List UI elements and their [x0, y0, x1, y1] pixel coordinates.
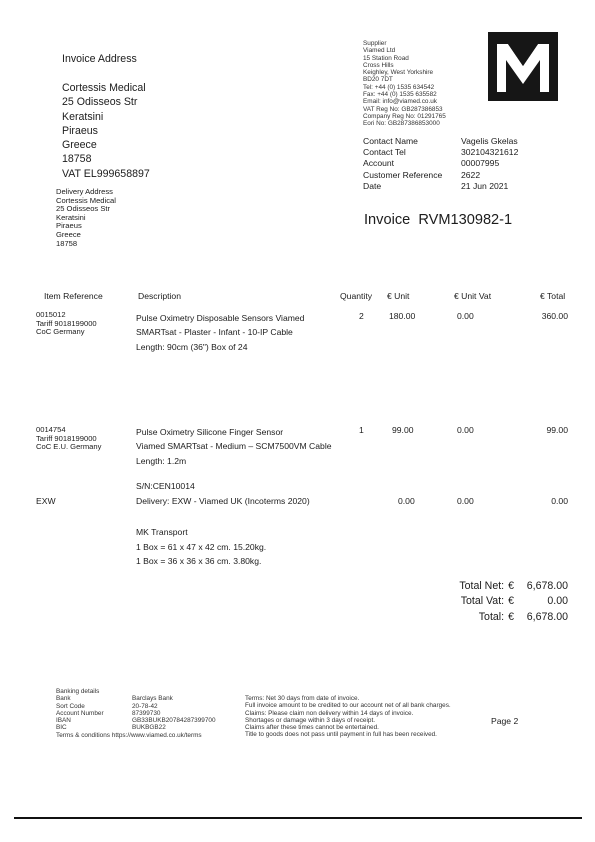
header-unit: € Unit — [387, 291, 410, 301]
supplier-line: BD20 7DT — [363, 76, 393, 84]
logo-m-icon — [488, 32, 558, 101]
header-description: Description — [138, 291, 181, 301]
serial-number: S/N:CEN10014 — [136, 481, 195, 491]
account-number: 00007995 — [461, 158, 500, 169]
bottom-divider — [14, 817, 582, 819]
terms-line: Full invoice amount to be credited to our account net of all bank charges. — [245, 702, 451, 710]
desc-line: Pulse Oximetry Silicone Finger Sensor — [136, 427, 284, 437]
bank-account-number: 87399730 — [132, 709, 161, 717]
address-line: Cortessis Medical — [56, 195, 116, 205]
desc-line: Viamed SMARTsat - Medium – SCM7500VM Cable — [136, 441, 332, 452]
iban: GB33BUKB20784287399700 — [132, 717, 216, 725]
item-ref — [36, 311, 97, 337]
address-line: 25 Odisseos Str — [62, 96, 138, 109]
supplier-line: Company Reg No: 01291765 — [363, 112, 446, 120]
address-line: Keratsini — [56, 212, 86, 222]
bank-label: Bank — [56, 695, 71, 703]
supplier-line: Supplier — [363, 40, 387, 47]
transport-details — [136, 525, 266, 569]
address-line: Greece — [56, 229, 81, 239]
item-total: 360.00 — [541, 311, 568, 321]
invoice-date: 21 Jun 2021 — [461, 180, 509, 191]
invoice-number: RVM130982-1 — [418, 212, 513, 228]
item-code: 0015012 — [36, 310, 66, 319]
header-unit-vat: € Unit Vat — [454, 291, 492, 301]
contact-values — [461, 136, 518, 192]
total-vat-currency: € — [508, 595, 514, 608]
terms-line: Title to goods does not pass until payment in full has been received. — [245, 731, 437, 739]
supplier-line: Tel: +44 (0) 1535 634542 — [363, 83, 435, 91]
contact-label: Date — [363, 180, 382, 191]
header-item-ref: Item Reference — [44, 291, 103, 301]
vat-number: VAT EL999658897 — [62, 167, 150, 180]
bic-label: BIC — [56, 724, 67, 732]
account-number-label: Account Number — [56, 709, 104, 717]
item-unit-vat: 0.00 — [457, 425, 474, 435]
invoice-heading — [364, 212, 512, 228]
contact-label: Contact Tel — [363, 147, 406, 158]
item-origin: CoC E.U. Germany — [36, 442, 102, 452]
total-net-label: Total Net: — [459, 580, 505, 592]
transport-box: 1 Box = 36 x 36 x 36 cm. 3.80kg. — [136, 556, 262, 567]
address-line: 25 Odisseos Str — [56, 204, 111, 214]
supplier-line: Fax: +44 (0) 1535 635582 — [363, 91, 437, 99]
total-vat-label: Total Vat: — [460, 595, 505, 608]
terms-line: Claims after these times cannot be entertained. — [245, 724, 379, 732]
exw-description: Delivery: EXW - Viamed UK (Incoterms 2020) — [136, 496, 310, 506]
desc-line: SMARTsat - Plaster - Infant - 10-IP Cable — [136, 327, 293, 338]
supplier-line: 15 Station Road — [363, 54, 409, 62]
terms-link[interactable]: Terms & conditions https://www.viamed.co.uk/terms — [56, 731, 202, 739]
invoice-address-heading: Invoice Address — [62, 53, 137, 65]
contact-label: Customer Reference — [363, 169, 443, 180]
contact-tel: 302104321612 — [461, 147, 519, 158]
delivery-address-heading: Delivery Address — [56, 187, 113, 196]
exw-unit-vat: 0.00 — [457, 496, 474, 506]
transport-carrier: MK Transport — [136, 527, 188, 537]
item-total: 99.00 — [546, 425, 568, 435]
bic: BUKBGB22 — [132, 724, 166, 732]
total-net-currency: € — [508, 580, 514, 592]
customer-reference: 2622 — [461, 169, 481, 180]
total-currency: € — [508, 610, 514, 623]
total-net-row — [420, 579, 568, 594]
exw-ref: EXW — [36, 496, 56, 506]
bank-name: Barclays Bank — [132, 695, 173, 703]
header-total: € Total — [540, 291, 566, 301]
desc-line: Length: 90cm (36") Box of 24 — [136, 341, 248, 352]
item-unit-vat: 0.00 — [457, 311, 474, 321]
address-line: 18758 — [56, 238, 78, 248]
item-unit-price: 180.00 — [389, 311, 416, 321]
item-ref — [36, 426, 101, 452]
total-row — [420, 610, 568, 625]
total-net-value: 6,678.00 — [526, 580, 568, 592]
item-origin: CoC Germany — [36, 327, 85, 337]
supplier-line: Eori No: GB287386853000 — [363, 120, 440, 128]
item-code: 0014754 — [36, 425, 66, 434]
total-vat-value: 0.00 — [547, 595, 568, 608]
payment-terms — [245, 695, 451, 739]
transport-box: 1 Box = 61 x 47 x 42 cm. 15.20kg. — [136, 541, 267, 552]
banking-heading: Banking details — [56, 688, 100, 695]
item-tariff: Tariff 9018199000 — [36, 318, 97, 328]
terms-line: Shortages or damage within 3 days of receipt. — [245, 716, 376, 724]
total-value: 6,678.00 — [526, 610, 568, 623]
item-description — [136, 425, 332, 468]
contact-label: Account — [363, 158, 395, 169]
supplier-line: VAT Reg No: GB287386853 — [363, 105, 443, 113]
supplier-line: Keighley, West Yorkshire — [363, 69, 434, 77]
invoice-title: Invoice — [364, 212, 411, 228]
address-line: Greece — [62, 139, 97, 152]
sort-code: 20-78-42 — [132, 702, 158, 710]
page-number: Page 2 — [491, 716, 519, 726]
delivery-address — [56, 188, 116, 248]
terms-line: Terms: Net 30 days from date of invoice. — [245, 695, 360, 702]
item-tariff: Tariff 9018199000 — [36, 433, 97, 443]
totals-block — [420, 579, 568, 625]
sort-code-label: Sort Code — [56, 702, 85, 710]
address-line: Keratsini — [62, 110, 104, 123]
contact-label: Contact Name — [363, 136, 418, 146]
item-unit-price: 99.00 — [392, 425, 414, 435]
desc-line: Pulse Oximetry Disposable Sensors Viamed — [136, 313, 305, 323]
item-description — [136, 311, 304, 354]
item-quantity: 1 — [359, 425, 364, 435]
terms-line: Claims: Please claim non delivery within 14 days of invoice. — [245, 709, 414, 717]
banking-values — [132, 695, 216, 731]
exw-unit-price: 0.00 — [398, 496, 415, 506]
contact-name: Vagelis Gkelas — [461, 136, 518, 146]
invoice-address — [62, 81, 150, 181]
exw-total: 0.00 — [551, 496, 568, 506]
iban-label: IBAN — [56, 717, 71, 725]
company-logo — [488, 32, 558, 101]
address-line: Piraeus — [62, 124, 98, 137]
supplier-address — [363, 40, 446, 128]
supplier-line: Cross Hills — [363, 61, 394, 69]
header-quantity: Quantity — [340, 291, 373, 301]
address-line: 18758 — [62, 153, 92, 166]
supplier-line: Viamed Ltd — [363, 47, 396, 55]
total-label: Total: — [478, 610, 505, 623]
desc-line: Length: 1.2m — [136, 455, 187, 466]
address-line: Piraeus — [56, 221, 82, 231]
total-vat-row — [420, 594, 568, 609]
item-quantity: 2 — [359, 311, 364, 321]
address-line: Cortessis Medical — [62, 82, 146, 94]
contact-labels — [363, 136, 442, 192]
supplier-line: Email: info@viamed.co.uk — [363, 98, 437, 106]
